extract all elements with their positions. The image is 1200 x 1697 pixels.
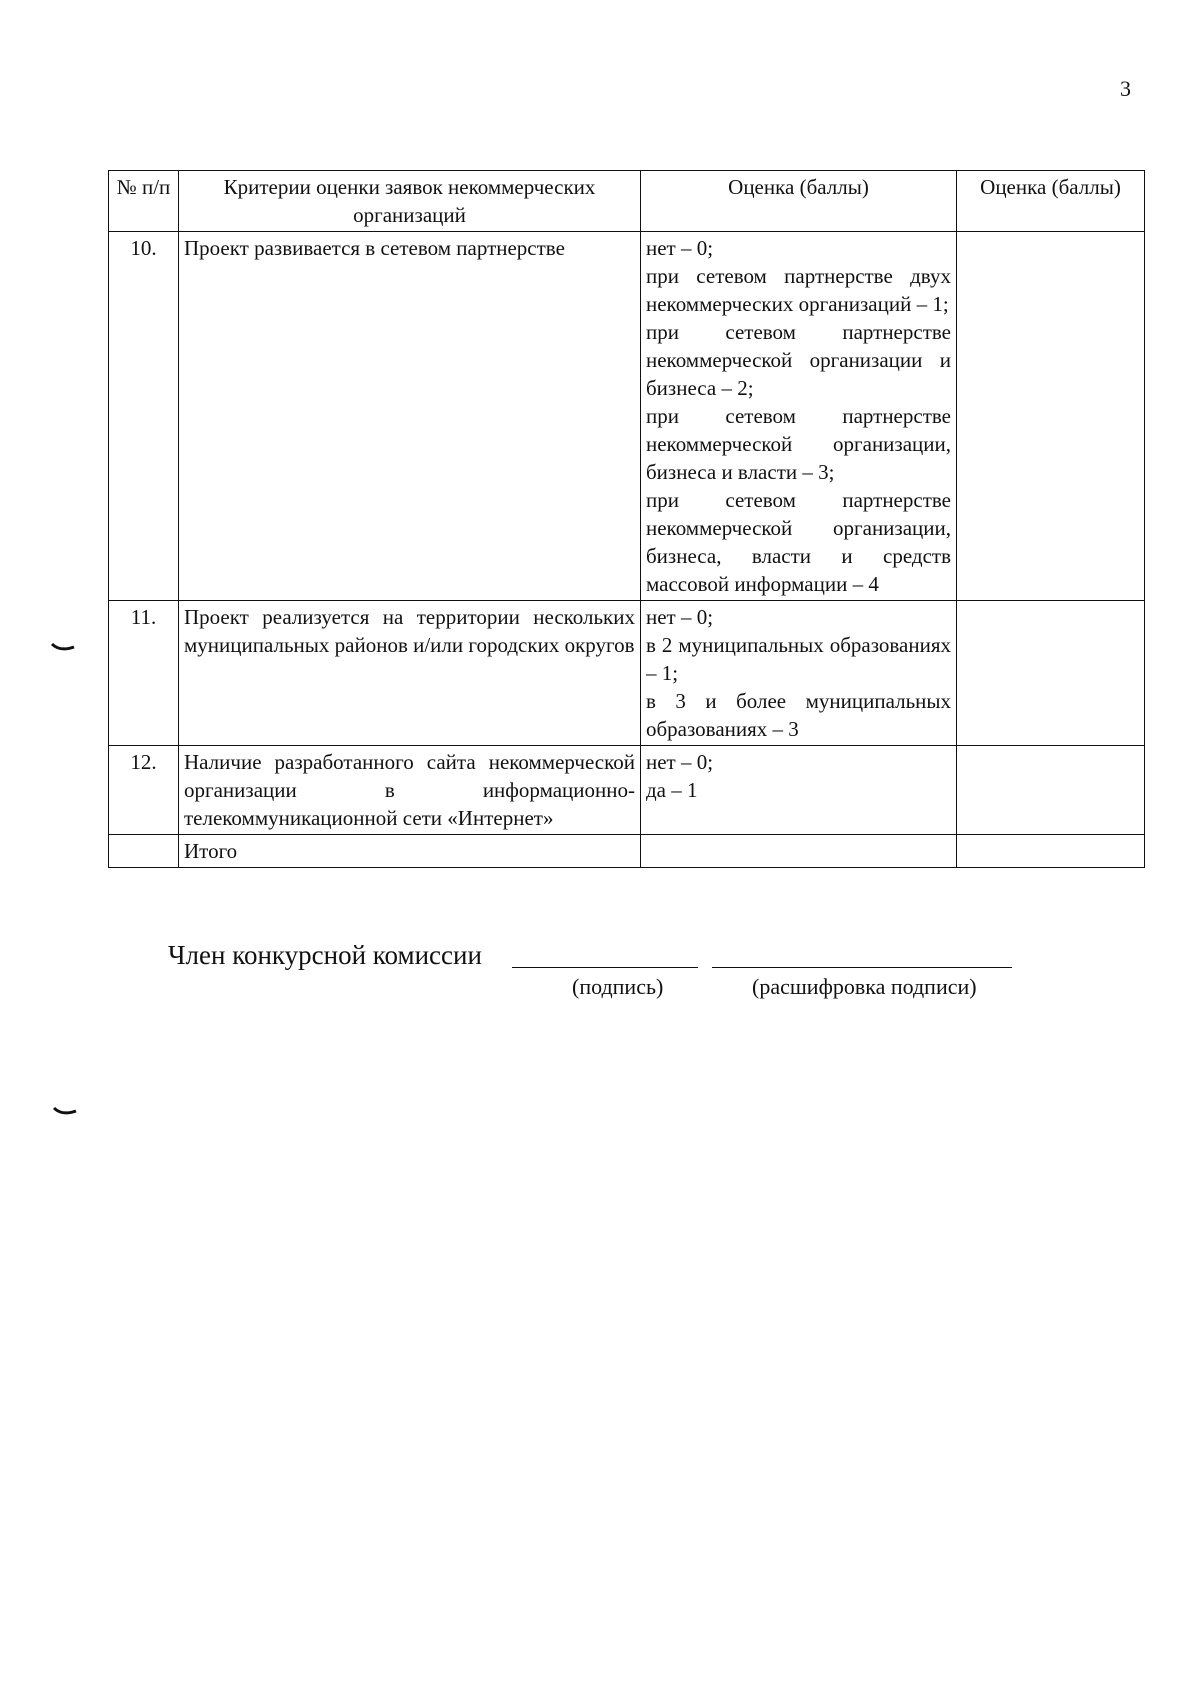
table-row	[109, 601, 1145, 746]
scale-item: нет – 0;	[646, 605, 714, 629]
criterion-cell: Проект развивается в сетевом партнерстве	[179, 232, 641, 601]
score-cell[interactable]	[957, 232, 1145, 601]
scale-item: нет – 0;	[646, 750, 714, 774]
header-score-scale: Оценка (баллы)	[641, 171, 957, 232]
table-row	[109, 232, 1145, 601]
signature-line[interactable]	[512, 967, 698, 968]
total-row	[109, 835, 1145, 868]
scale-item: в 3 и более муниципальных образованиях – 3	[646, 689, 951, 741]
criteria-table	[108, 170, 1145, 868]
criterion-cell: Проект реализуется на территории нескольких муниципальных районов и/или городских округов	[179, 601, 641, 746]
scale-item: при сетевом партнерстве некоммерческой организации, бизнеса и власти – 3;	[646, 404, 951, 484]
criterion-cell: Наличие разработанного сайта некоммерческой организации в информационно-телекоммуникационной сети «Интернет»	[179, 746, 641, 835]
score-cell[interactable]	[957, 601, 1145, 746]
scale-item: при сетевом партнерстве некоммерческой организации, бизнеса, власти и средств массовой информации – 4	[646, 488, 951, 596]
scan-mark-icon	[52, 1106, 78, 1116]
row-number: 10.	[109, 232, 179, 601]
scale-cell	[641, 601, 957, 746]
scale-cell	[641, 232, 957, 601]
table-header-row	[109, 171, 1145, 232]
scale-item: при сетевом партнерстве двух некоммерческих организаций – 1;	[646, 264, 951, 316]
scale-cell	[641, 746, 957, 835]
header-score: Оценка (баллы)	[957, 171, 1145, 232]
total-empty-cell	[109, 835, 179, 868]
signature-caption: (подпись)	[572, 974, 664, 999]
scale-item: да – 1	[646, 778, 698, 802]
total-score-cell[interactable]	[957, 835, 1145, 868]
signature-label: Член конкурсной комиссии	[168, 940, 482, 970]
signature-decode-line[interactable]	[712, 967, 1012, 968]
total-label: Итого	[179, 835, 641, 868]
header-num: № п/п	[109, 171, 179, 232]
page-number: 3	[1120, 76, 1131, 101]
scale-item: при сетевом партнерстве некоммерческой организации и бизнеса – 2;	[646, 320, 951, 400]
table-row	[109, 746, 1145, 835]
scale-item: в 2 муниципальных образованиях – 1;	[646, 633, 951, 685]
row-number: 12.	[109, 746, 179, 835]
total-scale-cell	[641, 835, 957, 868]
scan-mark-icon	[50, 642, 76, 652]
row-number: 11.	[109, 601, 179, 746]
scale-item: нет – 0;	[646, 236, 714, 260]
score-cell[interactable]	[957, 746, 1145, 835]
signature-decode-caption: (расшифровка подписи)	[752, 974, 977, 999]
header-criteria: Критерии оценки заявок некоммерческих организаций	[179, 171, 641, 232]
